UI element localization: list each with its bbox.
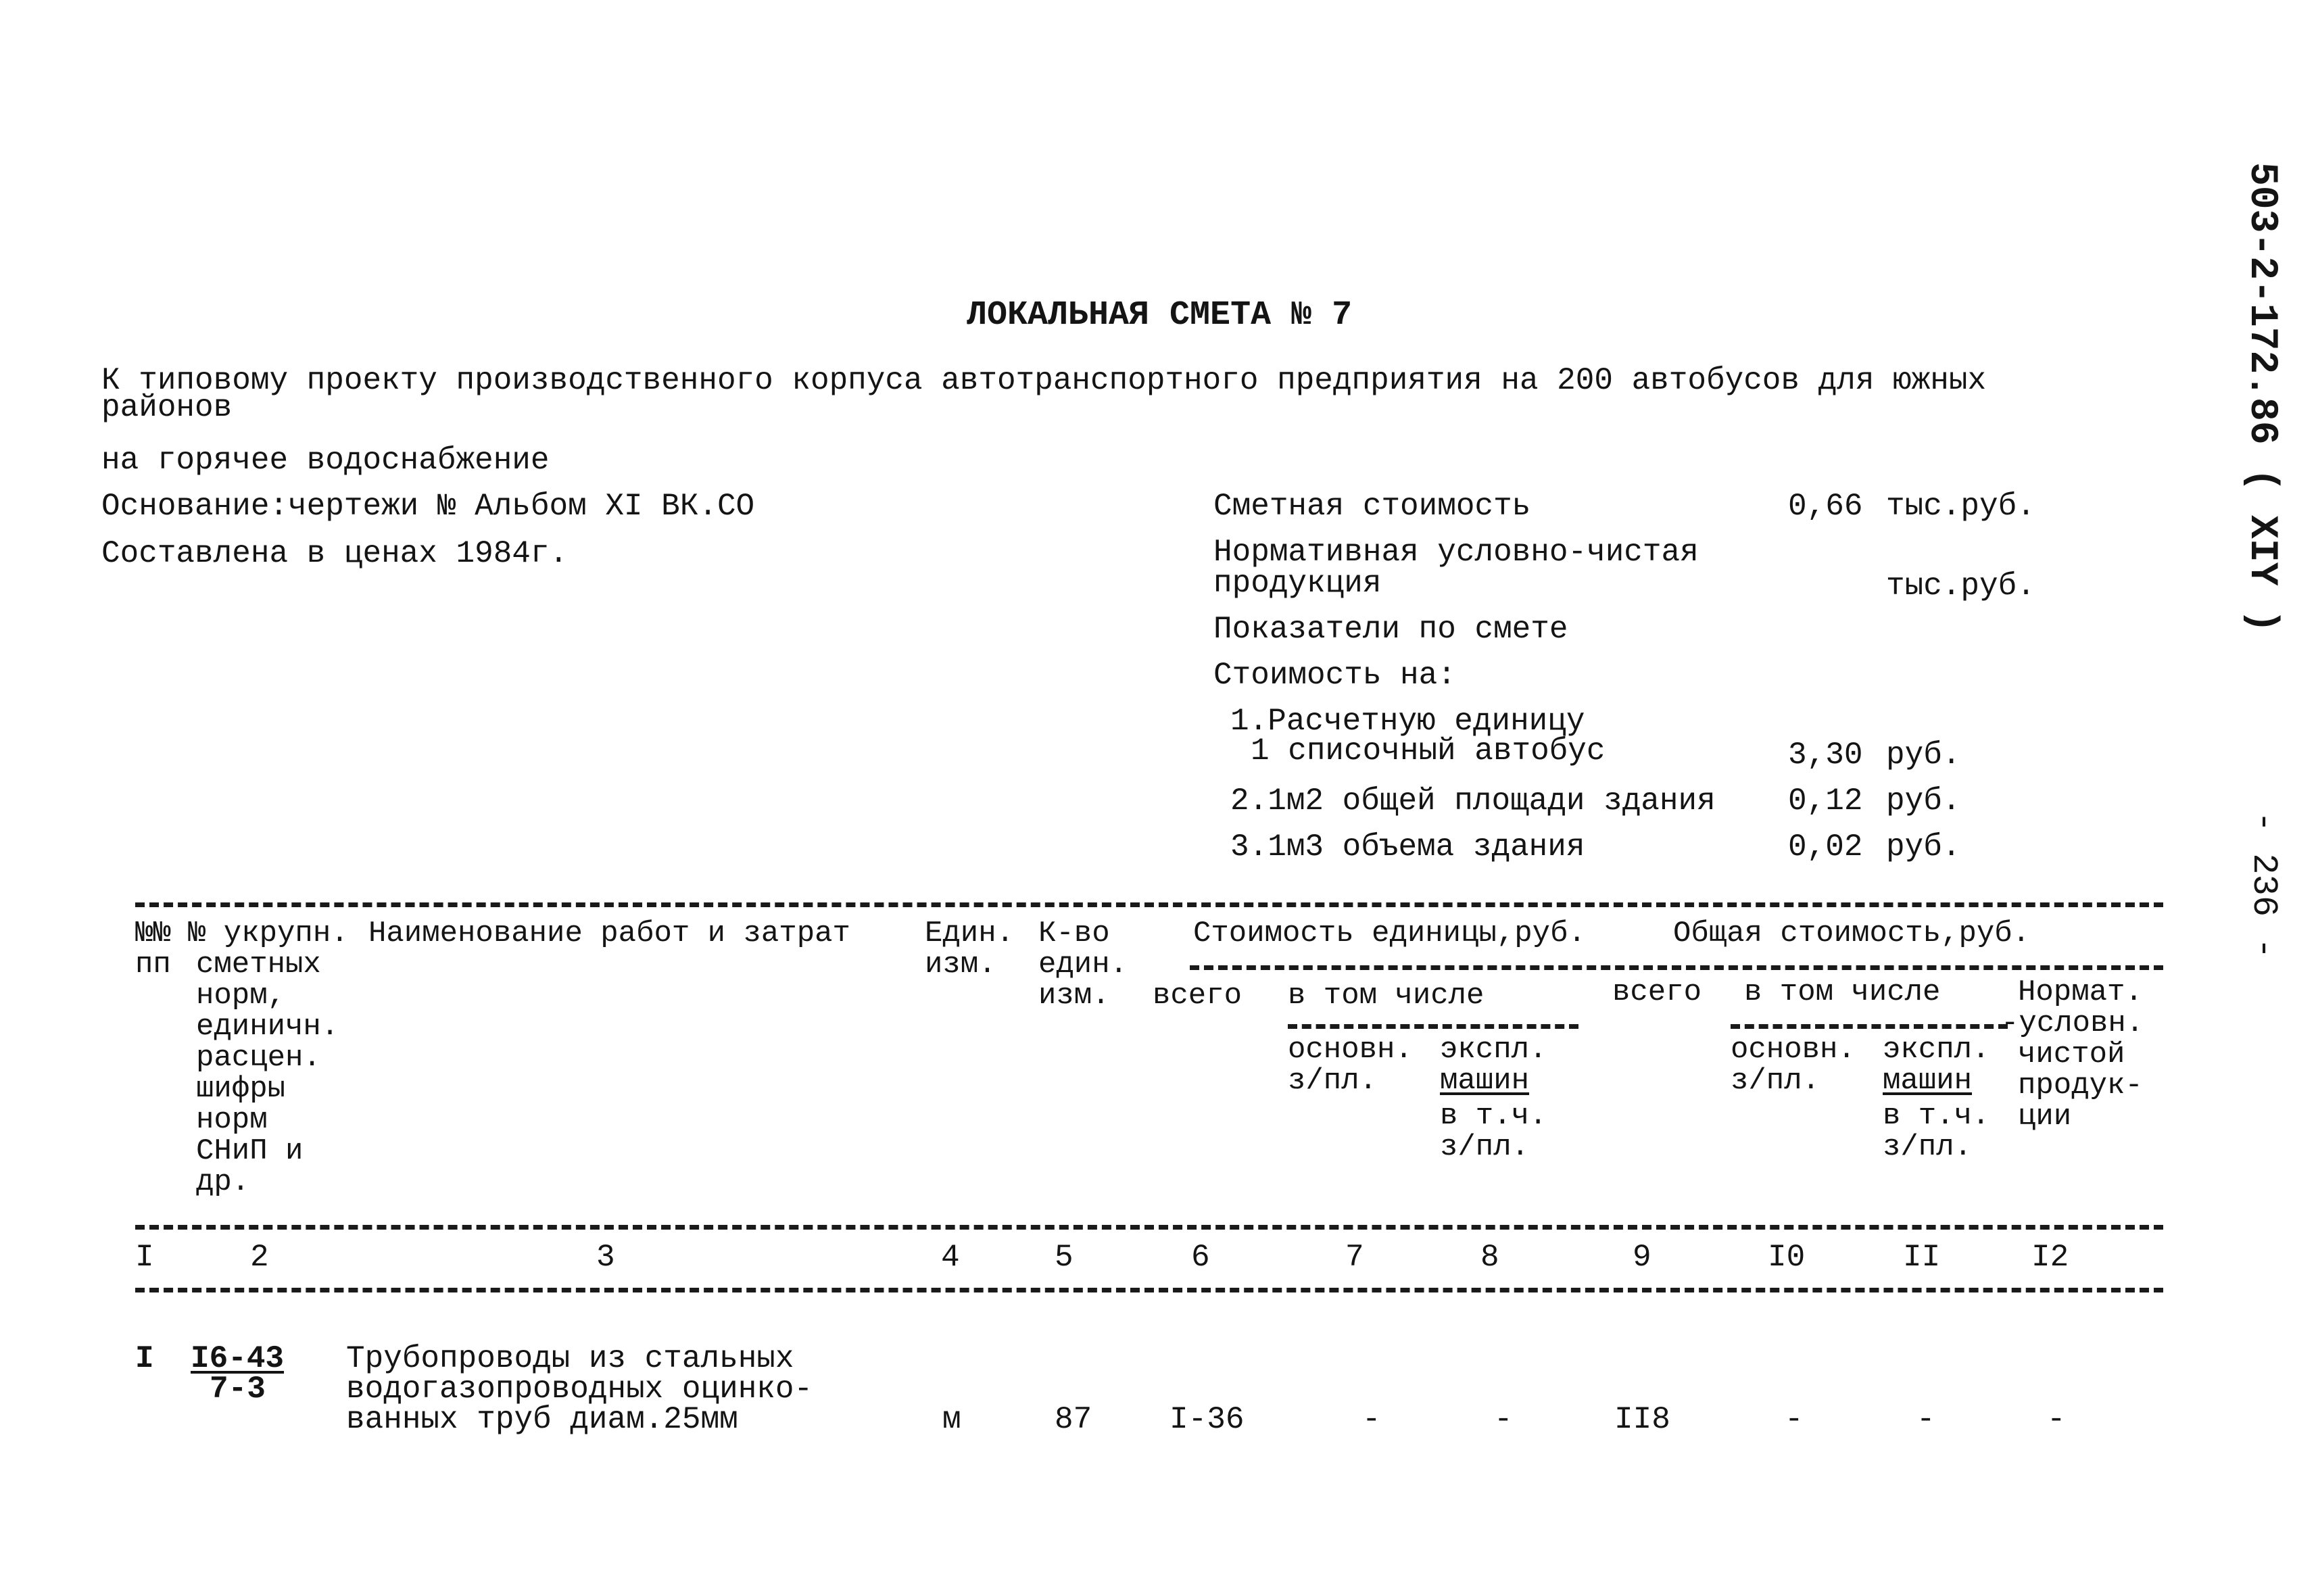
colnum-6: 6 <box>1191 1240 1210 1275</box>
unit-cost-including-rule <box>1288 1024 1578 1029</box>
total-machine-line1: экспл. <box>1883 1033 1990 1067</box>
normative-unit: тыс.руб. <box>1886 569 2035 604</box>
header-bottom-rule <box>135 1225 2163 1230</box>
subject-line: на горячее водоснабжение <box>101 443 550 478</box>
project-line-1: К типовому проекту производственного корпуса автотранспортного предприятия на 200 автобусов для южных <box>101 363 1987 398</box>
colnum-5: 5 <box>1055 1240 1073 1275</box>
unit-machine-line4: з/пл. <box>1440 1130 1530 1164</box>
normative-col-line2: -условн. <box>2001 1007 2144 1040</box>
row1-num: I <box>135 1341 154 1376</box>
indicator-1-unit: руб. <box>1886 737 1961 773</box>
normative-col-line5: ции <box>2018 1100 2072 1134</box>
colnum-4: 4 <box>941 1240 960 1275</box>
side-document-code: 503-2-172.86 ( XIY ) <box>2240 162 2284 633</box>
total-cost-all-header: всего <box>1612 975 1702 1009</box>
normative-label-2: продукция <box>1213 566 1382 601</box>
prices-line: Составлена в ценах 1984г. <box>101 536 569 571</box>
colnum-2: 2 <box>250 1240 269 1275</box>
column-numbers-rule <box>135 1288 2163 1292</box>
col2-header-line3: норм, <box>196 979 286 1013</box>
total-basic-wage-line2: з/пл. <box>1731 1064 1820 1098</box>
normative-label-1: Нормативная условно-чистая <box>1213 535 1699 570</box>
total-cost-group-header: Общая стоимость,руб. <box>1673 917 2031 950</box>
row1-total-basic: - <box>1785 1402 1804 1437</box>
row1-unit-machine: - <box>1494 1402 1513 1437</box>
row1-name-line1: Трубопроводы из стальных <box>346 1341 794 1376</box>
row1-total-machine: - <box>1916 1402 1935 1437</box>
group-header-rule <box>1190 965 2163 970</box>
estimated-cost-value: 0,66 <box>1788 489 1863 524</box>
indicator-3-value: 0,02 <box>1788 829 1863 865</box>
unit-basic-wage-line1: основн. <box>1288 1033 1413 1067</box>
col5-header-line3: изм. <box>1038 979 1110 1013</box>
project-line-2: районов <box>101 390 233 425</box>
row1-name-line3: ванных труб диам.25мм <box>346 1402 738 1437</box>
colnum-7: 7 <box>1345 1240 1364 1275</box>
indicator-1-sublabel: 1 списочный автобус <box>1251 733 1606 769</box>
col2-header-line5: расцен. <box>196 1041 321 1075</box>
col2-header-line2: сметных <box>196 948 321 982</box>
table-top-rule <box>135 902 2163 907</box>
col1-header-line2: пп <box>135 948 171 982</box>
normative-col-line4: продук- <box>2018 1069 2143 1103</box>
normative-col-line1: Нормат. <box>2018 975 2143 1009</box>
col2-header-line7: норм <box>196 1103 268 1137</box>
indicator-3-unit: руб. <box>1886 829 1961 865</box>
col2-header-line6: шифры <box>196 1072 286 1106</box>
indicator-1-label: 1.Расчетную единицу <box>1230 704 1585 739</box>
indicators-label: Показатели по смете <box>1213 612 1568 647</box>
col1-header-line1: №№ <box>135 917 171 950</box>
unit-machine-line1: экспл. <box>1440 1033 1547 1067</box>
total-cost-including-header: в том числе <box>1744 975 1941 1009</box>
indicator-2-value: 0,12 <box>1788 783 1863 819</box>
row1-unit: м <box>942 1402 961 1437</box>
colnum-1: I <box>135 1240 154 1275</box>
unit-machine-line2: машин <box>1440 1064 1530 1098</box>
colnum-12: I2 <box>2031 1240 2069 1275</box>
normative-col-line3: чистой <box>2018 1038 2125 1071</box>
colnum-9: 9 <box>1633 1240 1651 1275</box>
col3-header: Наименование работ и затрат <box>368 917 850 950</box>
document-title: ЛОКАЛЬНАЯ СМЕТА № 7 <box>967 296 1353 335</box>
estimated-cost-label: Сметная стоимость <box>1213 489 1531 524</box>
indicator-3-label: 3.1м3 объема здания <box>1230 829 1585 865</box>
total-cost-including-rule <box>1731 1024 2008 1029</box>
col5-header-line2: един. <box>1038 948 1128 982</box>
colnum-11: II <box>1903 1240 1941 1275</box>
row1-code-2: 7-3 <box>210 1372 266 1407</box>
total-machine-line4: з/пл. <box>1883 1130 1973 1164</box>
unit-cost-all-header: всего <box>1153 979 1243 1013</box>
cost-for-label: Стоимость на: <box>1213 658 1456 693</box>
col2-header-line1: № укрупн. <box>188 917 349 950</box>
col2-header-line9: др. <box>196 1165 250 1199</box>
unit-cost-including-header: в том числе <box>1288 979 1485 1013</box>
indicator-2-label: 2.1м2 общей площади здания <box>1230 783 1716 819</box>
basis-line: Основание:чертежи № Альбом XI ВК.СО <box>101 489 755 524</box>
row1-normative: - <box>2047 1402 2066 1437</box>
indicator-1-value: 3,30 <box>1788 737 1863 773</box>
unit-cost-group-header: Стоимость единицы,руб. <box>1193 917 1586 950</box>
row1-qty: 87 <box>1055 1402 1092 1437</box>
col2-header-line8: СНиП и <box>196 1134 304 1168</box>
total-machine-line3: в т.ч. <box>1883 1099 1990 1133</box>
estimated-cost-unit: тыс.руб. <box>1886 489 2035 524</box>
indicator-2-unit: руб. <box>1886 783 1961 819</box>
col4-header-line2: изм. <box>925 948 996 982</box>
row1-unit-basic: - <box>1362 1402 1381 1437</box>
col5-header-line1: К-во <box>1038 917 1110 950</box>
colnum-3: 3 <box>596 1240 615 1275</box>
row1-unit-total: I-36 <box>1169 1402 1245 1437</box>
row1-code-1: I6-43 <box>191 1341 285 1376</box>
colnum-10: I0 <box>1768 1240 1806 1275</box>
col2-header-line4: единичн. <box>196 1010 339 1044</box>
total-machine-line2: машин <box>1883 1064 1973 1098</box>
page-number: - 236 - <box>2244 811 2284 959</box>
colnum-8: 8 <box>1480 1240 1499 1275</box>
col4-header-line1: Един. <box>925 917 1015 950</box>
row1-total: II8 <box>1614 1402 1670 1437</box>
unit-basic-wage-line2: з/пл. <box>1288 1064 1378 1098</box>
total-basic-wage-line1: основн. <box>1731 1033 1856 1067</box>
unit-machine-line3: в т.ч. <box>1440 1099 1547 1133</box>
row1-name-line2: водогазопроводных оцинко- <box>346 1372 813 1407</box>
